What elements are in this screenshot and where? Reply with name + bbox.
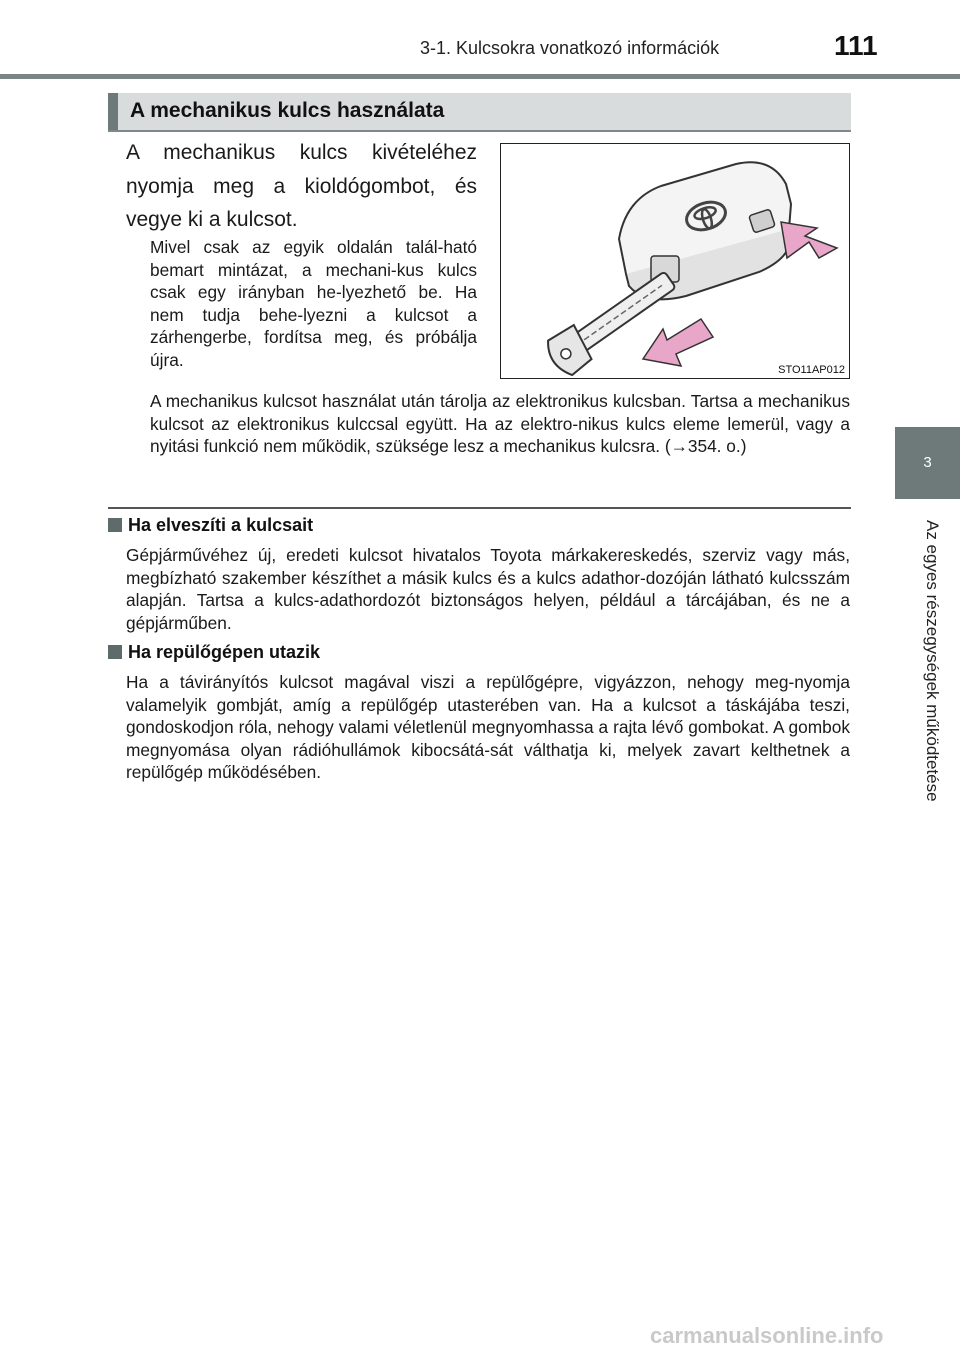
subsection-heading-text: Ha repülőgépen utazik [128, 642, 321, 662]
page-number: 111 [834, 30, 878, 61]
running-header-title: 3-1. Kulcsokra vonatkozó információk [420, 38, 720, 58]
storage-paragraph: A mechanikus kulcsot használat után tárolja az elektronikus kulcsban. Tartsa a mechanikus kulcsot az elektronikus kulccsal együtt. Ha az elektro-nikus kulcs eleme lemerül, vagy a nyitási funkció nem működik, szüksége lesz a mechanikus kulcsra. (→354. o.) [150, 391, 850, 457]
airplane-paragraph: Ha a távirányítós kulcsot magával viszi a repülőgépre, vigyázzon, nehogy meg-nyomja valamelyik gombját, amíg a repülőgép utasterében van. Ha a kulcsot a táskájába teszi, gondoskodjon róla, nehogy valami véletlenül megnyomhassa a rajta lévő gombokat. A gombok megnyomása olyan rádióhullámok kibocsátá-sát válthatja ki, melyek zavart kelthetnek a repülőgép működésében. [126, 672, 850, 783]
key-illustration [500, 143, 850, 379]
pull-arrow-icon [643, 319, 713, 366]
note-paragraph: Mivel csak az egyik oldalán talál-ható bemart mintázat, a mechani-kus kulcs csak egy irányban he-lyezhető be. Ha nem tudja behe-lyezni a kulcsot a zárhengerbe, fordítsa meg, és próbálja újra. [150, 237, 477, 370]
subsection-heading-airplane [108, 642, 320, 663]
subsection-heading-lost-keys [108, 515, 313, 536]
section-divider [108, 507, 851, 509]
bullet-square-icon [108, 645, 122, 659]
section-heading: A mechanikus kulcs használata [130, 99, 445, 122]
figure-code: STO11AP012 [778, 364, 845, 376]
header-rule [0, 74, 960, 79]
key-illustration-drawing [501, 144, 851, 380]
subsection-heading-text: Ha elveszíti a kulcsait [128, 515, 314, 535]
section-heading-bar [108, 93, 851, 132]
section-heading-accent [108, 93, 118, 130]
instruction-paragraph: A mechanikus kulcs kivételéhez nyomja meg a kioldógombot, és vegye ki a kulcsot. [126, 141, 477, 231]
chapter-title-vertical: Az egyes részegységek működtetése [923, 520, 942, 802]
lost-keys-paragraph: Gépjárművéhez új, eredeti kulcsot hivatalos Toyota márkakereskedés, szerviz vagy más, megbízható szakember készíthet a másik kulcs és a kulcs adathor-dozóján látható kulcsszám alapján. Tartsa a kulcs-adathordozót biztonságos helyen, például a tárcájában, és ne a gépjárműben. [126, 545, 850, 633]
press-arrow-icon [781, 222, 837, 258]
watermark: carmanualsonline.info [650, 1323, 884, 1348]
bullet-square-icon [108, 518, 122, 532]
chapter-tab: 3 [895, 427, 960, 499]
